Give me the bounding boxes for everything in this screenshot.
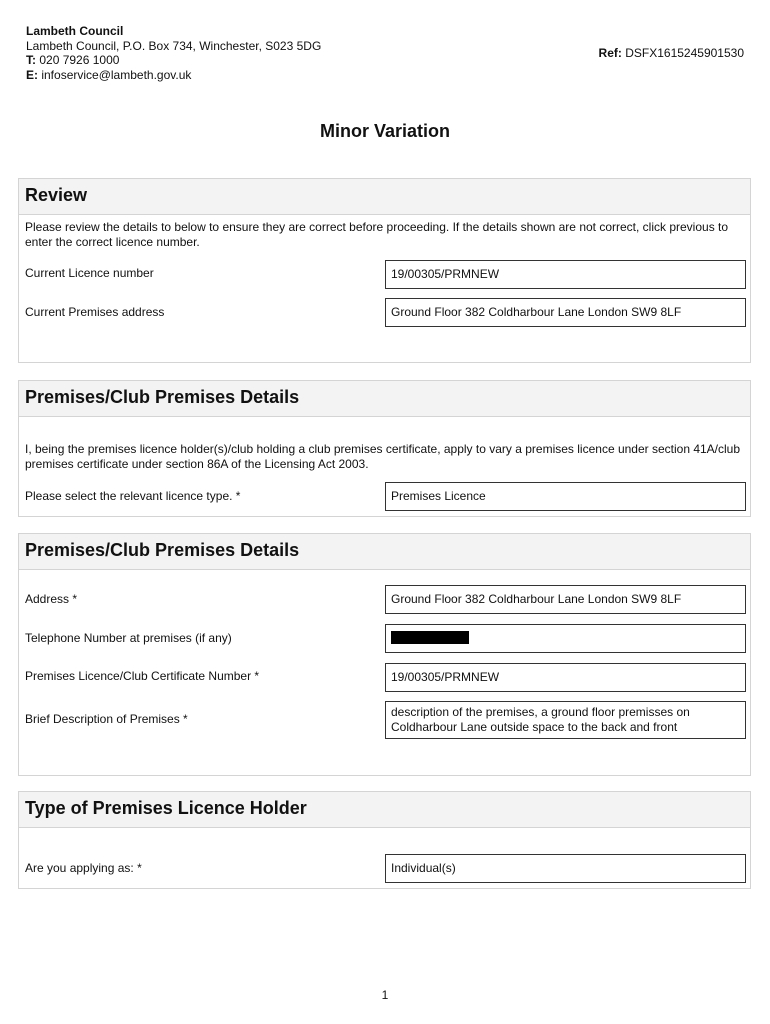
licence-holder-section (18, 791, 751, 889)
description-field: description of the premises, a ground floor premisses on Coldharbour Lane outside space to the back and front (385, 701, 746, 739)
telephone-field (385, 624, 746, 653)
phone-label: T: (26, 53, 36, 67)
address-field: Ground Floor 382 Coldharbour Lane London SW9 8LF (385, 585, 746, 614)
ref-label: Ref: (598, 46, 622, 60)
email-value: infoservice@lambeth.gov.uk (41, 67, 192, 82)
review-section (18, 178, 751, 363)
council-header (26, 24, 321, 82)
current-licence-label: Current Licence number (25, 266, 154, 280)
redaction-block (391, 631, 469, 644)
applying-as-label: Are you applying as: * (25, 861, 142, 875)
applying-as-field: Individual(s) (385, 854, 746, 883)
current-licence-field: 19/00305/PRMNEW (385, 260, 746, 289)
page-title: Minor Variation (319, 121, 451, 141)
licence-type-field: Premises Licence (385, 482, 746, 511)
premises-details-section-2 (18, 533, 751, 776)
premises-heading: Premises/Club Premises Details (19, 381, 750, 417)
page-number: 1 (381, 988, 389, 1002)
reference (599, 46, 744, 60)
review-heading: Review (19, 179, 750, 215)
council-name: Lambeth Council (26, 24, 124, 38)
review-intro: Please review the details to below to ensure they are correct before proceeding. If the details shown are not correct, click previous to enter the correct licence number. (25, 220, 729, 249)
address-label: Address * (25, 592, 78, 606)
council-address: Lambeth Council, P.O. Box 734, Winchester, S023 5DG (26, 38, 322, 53)
telephone-label: Telephone Number at premises (if any) (25, 631, 232, 645)
council-email (26, 68, 321, 83)
current-address-field: Ground Floor 382 Coldharbour Lane London SW9 8LF (385, 298, 746, 327)
current-address-label: Current Premises address (25, 305, 165, 319)
phone-value: 020 7926 1000 (39, 53, 120, 67)
certificate-number-field: 19/00305/PRMNEW (385, 663, 746, 692)
certificate-number-label: Premises Licence/Club Certificate Number * (25, 669, 260, 683)
premises-heading-2: Premises/Club Premises Details (19, 534, 750, 570)
premises-details-section (18, 380, 751, 517)
holder-heading: Type of Premises Licence Holder (19, 792, 750, 828)
description-label: Brief Description of Premises * (25, 712, 188, 726)
council-phone (26, 53, 321, 68)
premises-intro: I, being the premises licence holder(s)/club holding a club premises certificate, apply to vary a premises licence under section 41A/club premises certificate under section 86A of the Licensing Act 2003. (25, 442, 741, 471)
ref-value: DSFX1615245901530 (625, 46, 744, 60)
email-label: E: (26, 67, 38, 82)
licence-type-label: Please select the relevant licence type. * (25, 489, 241, 503)
